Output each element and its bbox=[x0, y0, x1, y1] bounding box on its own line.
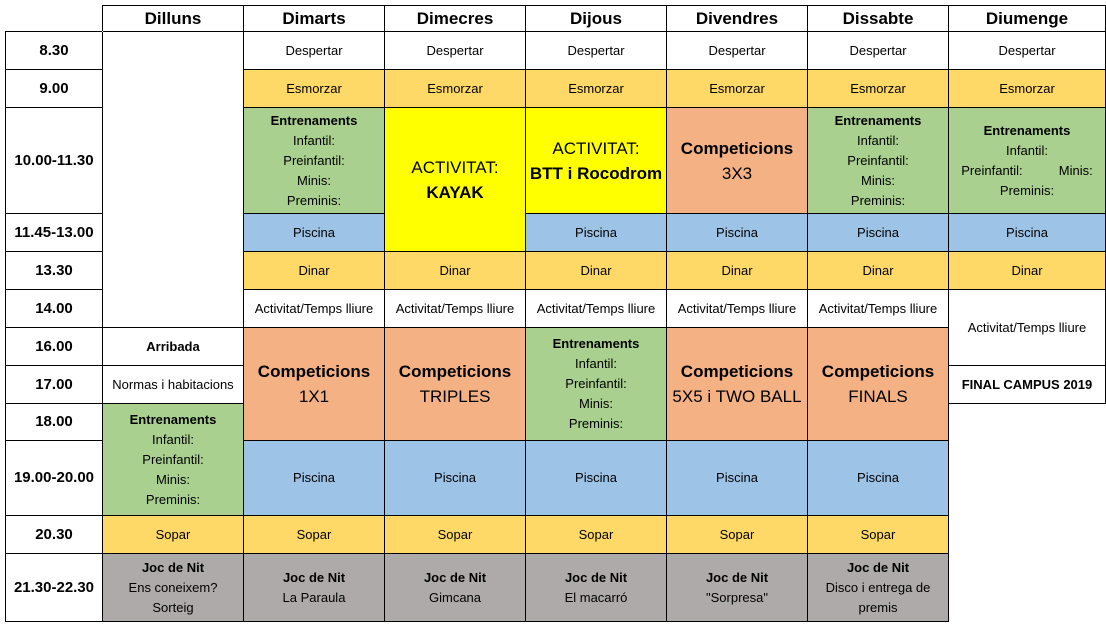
cell-text: Entrenaments bbox=[129, 411, 217, 427]
schedule-cell bbox=[103, 516, 244, 554]
schedule-cell bbox=[244, 252, 385, 290]
schedule-cell bbox=[667, 32, 808, 70]
cell-text: Activitat/Temps lliure bbox=[677, 300, 797, 316]
schedule-cell bbox=[244, 328, 385, 441]
time-label: 8.30 bbox=[6, 32, 103, 70]
schedule-cell bbox=[526, 328, 667, 441]
schedule-cell bbox=[385, 516, 526, 554]
schedule-cell bbox=[385, 554, 526, 622]
cell-text: El macarró bbox=[564, 589, 628, 605]
schedule-cell bbox=[526, 32, 667, 70]
schedule-cell bbox=[526, 252, 667, 290]
schedule-cell bbox=[808, 108, 949, 214]
time-label: 18.00 bbox=[6, 404, 103, 441]
cell-text: 5X5 i TWO BALL bbox=[672, 387, 802, 406]
schedule-cell bbox=[808, 252, 949, 290]
schedule-cell bbox=[667, 441, 808, 516]
cell-text: Despertar bbox=[849, 42, 907, 58]
schedule-cell bbox=[949, 214, 1106, 252]
cell-text: Despertar bbox=[998, 42, 1056, 58]
schedule-cell bbox=[949, 70, 1106, 108]
time-label: 20.30 bbox=[6, 516, 103, 554]
cell-text: Piscina bbox=[575, 224, 617, 240]
cell-text: Sopar bbox=[155, 526, 191, 542]
cell-text: Entrenaments bbox=[270, 112, 358, 128]
cell-text: Competicions bbox=[680, 362, 794, 381]
schedule-cell bbox=[103, 32, 244, 328]
schedule-cell bbox=[808, 290, 949, 328]
day-header-divendres: Divendres bbox=[667, 6, 808, 32]
time-label: 14.00 bbox=[6, 290, 103, 328]
cell-text: Sopar bbox=[860, 526, 896, 542]
schedule-cell bbox=[244, 554, 385, 622]
schedule-cell bbox=[667, 328, 808, 441]
cell-text: Esmorzar bbox=[709, 80, 765, 96]
cell-text: Piscina bbox=[293, 224, 335, 240]
schedule-cell bbox=[385, 108, 526, 252]
cell-text: Activitat/Temps lliure bbox=[967, 319, 1087, 335]
cell-text: FINALS bbox=[848, 387, 908, 406]
cell-text: Dinar bbox=[1011, 262, 1043, 278]
cell-text: Entrenaments bbox=[552, 336, 640, 351]
cell-text: TRIPLES bbox=[419, 387, 491, 406]
schedule-cell bbox=[949, 108, 1106, 214]
time-label: 10.00-11.30 bbox=[6, 108, 103, 214]
schedule-cell bbox=[808, 328, 949, 441]
cell-text: Disco i entrega de bbox=[825, 579, 931, 595]
schedule-cell bbox=[244, 70, 385, 108]
cell-text: Sopar bbox=[296, 526, 332, 542]
day-header-dimarts: Dimarts bbox=[244, 6, 385, 32]
schedule-cell bbox=[808, 441, 949, 516]
cell-text: Ens coneixem? bbox=[128, 579, 218, 595]
cell-text: Gimcana bbox=[428, 589, 482, 605]
time-label: 16.00 bbox=[6, 328, 103, 366]
cell-text: Infantil: bbox=[1006, 142, 1048, 158]
day-header-dijous: Dijous bbox=[526, 6, 667, 32]
cell-text: Despertar bbox=[285, 42, 343, 58]
schedule-cell bbox=[667, 108, 808, 214]
schedule-cell bbox=[385, 290, 526, 328]
schedule-cell bbox=[949, 252, 1106, 290]
cell-text: Dinar bbox=[439, 262, 471, 278]
time-label: 19.00-20.00 bbox=[6, 441, 103, 516]
schedule-cell bbox=[244, 290, 385, 328]
cell-text: Piscina bbox=[434, 470, 476, 485]
cell-text: FINAL CAMPUS 2019 bbox=[961, 376, 1093, 392]
schedule-cell bbox=[526, 290, 667, 328]
schedule-cell bbox=[385, 441, 526, 516]
cell-text: Activitat/Temps lliure bbox=[536, 300, 656, 316]
schedule-cell bbox=[244, 516, 385, 554]
cell-text: Infantil: bbox=[857, 132, 899, 148]
schedule-cell bbox=[526, 516, 667, 554]
cell-text: Preminis: bbox=[286, 192, 342, 208]
cell-text: ACTIVITAT: bbox=[552, 138, 640, 158]
schedule-cell bbox=[385, 252, 526, 290]
schedule-cell bbox=[667, 554, 808, 622]
cell-text: Piscina bbox=[293, 470, 335, 485]
cell-text: Dinar bbox=[721, 262, 753, 278]
cell-text: Minis: bbox=[579, 396, 613, 411]
schedule-cell bbox=[808, 32, 949, 70]
cell-text: Arribada bbox=[146, 338, 200, 354]
cell-text: Sopar bbox=[578, 526, 614, 542]
schedule-cell bbox=[385, 328, 526, 441]
schedule-cell bbox=[526, 108, 667, 214]
cell-text: Infantil: bbox=[152, 431, 194, 447]
cell-text: Sopar bbox=[437, 526, 473, 542]
schedule-cell bbox=[808, 214, 949, 252]
schedule-cell bbox=[244, 214, 385, 252]
schedule-cell bbox=[667, 214, 808, 252]
schedule-cell bbox=[949, 290, 1106, 366]
cell-text: Preminis: bbox=[850, 192, 906, 208]
cell-text: La Paraula bbox=[282, 589, 346, 605]
cell-text: KAYAK bbox=[426, 182, 484, 202]
schedule-cell bbox=[808, 516, 949, 554]
time-label: 11.45-13.00 bbox=[6, 214, 103, 252]
schedule-cell bbox=[949, 32, 1106, 70]
time-label: 17.00 bbox=[6, 366, 103, 404]
cell-text: Joc de Nit bbox=[846, 559, 910, 575]
cell-text: Despertar bbox=[567, 42, 625, 58]
time-label: 9.00 bbox=[6, 70, 103, 108]
cell-text: Preminis: bbox=[999, 182, 1055, 198]
cell-text: Competicions bbox=[398, 362, 512, 381]
cell-text: Despertar bbox=[426, 42, 484, 58]
cell-text: Competicions bbox=[680, 138, 794, 158]
schedule-cell bbox=[949, 366, 1106, 404]
day-header-diumenge: Diumenge bbox=[949, 6, 1106, 32]
cell-text: Dinar bbox=[862, 262, 894, 278]
schedule-cell bbox=[526, 441, 667, 516]
time-label: 21.30-22.30 bbox=[6, 554, 103, 622]
cell-text: Joc de Nit bbox=[705, 569, 769, 585]
cell-text: Infantil: bbox=[575, 356, 617, 371]
schedule-cell bbox=[103, 328, 244, 366]
cell-text: Joc de Nit bbox=[564, 569, 628, 585]
cell-text: Preinfantil: Minis: bbox=[961, 162, 1093, 178]
schedule-cell bbox=[103, 554, 244, 622]
cell-text: Piscina bbox=[1006, 224, 1048, 240]
cell-text: Despertar bbox=[708, 42, 766, 58]
cell-text: Preinfantil: bbox=[565, 376, 627, 391]
schedule-cell bbox=[385, 70, 526, 108]
cell-text: Piscina bbox=[575, 470, 617, 485]
cell-text: Normas i habitacions bbox=[112, 376, 234, 392]
schedule-cell bbox=[526, 70, 667, 108]
day-header-dimecres: Dimecres bbox=[385, 6, 526, 32]
cell-text: Competicions bbox=[257, 362, 371, 381]
schedule-cell bbox=[526, 214, 667, 252]
cell-text: Activitat/Temps lliure bbox=[254, 300, 374, 316]
cell-text: Activitat/Temps lliure bbox=[395, 300, 515, 316]
cell-text: Minis: bbox=[156, 471, 190, 487]
schedule-cell bbox=[103, 404, 244, 516]
cell-text: Sorteig bbox=[152, 599, 194, 615]
cell-text: Dinar bbox=[580, 262, 612, 278]
cell-text: Joc de Nit bbox=[141, 559, 205, 575]
schedule-cell bbox=[667, 290, 808, 328]
schedule-cell bbox=[244, 32, 385, 70]
cell-text: Joc de Nit bbox=[282, 569, 346, 585]
cell-text: Competicions bbox=[821, 362, 935, 381]
cell-text: premis bbox=[858, 599, 898, 615]
cell-text: Minis: bbox=[297, 172, 331, 188]
day-header-dilluns: Dilluns bbox=[103, 6, 244, 32]
cell-text: Preminis: bbox=[568, 416, 624, 431]
cell-text: 3X3 bbox=[721, 163, 753, 183]
schedule-cell bbox=[808, 554, 949, 622]
cell-text: Entrenaments bbox=[834, 112, 922, 128]
cell-text: Preminis: bbox=[145, 491, 201, 507]
cell-text: Minis: bbox=[861, 172, 895, 188]
cell-text: Piscina bbox=[716, 224, 758, 240]
schedule-cell bbox=[667, 252, 808, 290]
schedule-cell bbox=[244, 108, 385, 214]
cell-text: Preinfantil: bbox=[142, 451, 204, 467]
schedule-cell bbox=[667, 516, 808, 554]
schedule-cell bbox=[526, 554, 667, 622]
cell-text: Esmorzar bbox=[286, 80, 342, 96]
cell-text: Preinfantil: bbox=[847, 152, 909, 168]
cell-text: Dinar bbox=[298, 262, 330, 278]
cell-text: Entrenaments bbox=[983, 122, 1071, 138]
cell-text: 1X1 bbox=[298, 387, 330, 406]
schedule-cell bbox=[244, 441, 385, 516]
cell-text: "Sorpresa" bbox=[706, 589, 768, 605]
cell-text: Sopar bbox=[719, 526, 755, 542]
cell-text: ACTIVITAT: bbox=[411, 157, 499, 177]
day-header-dissabte: Dissabte bbox=[808, 6, 949, 32]
cell-text: BTT i Rocodrom bbox=[529, 163, 663, 183]
cell-text: Activitat/Temps lliure bbox=[818, 300, 938, 316]
cell-text: Esmorzar bbox=[850, 80, 906, 96]
cell-text: Piscina bbox=[857, 224, 899, 240]
schedule-cell bbox=[808, 70, 949, 108]
schedule-cell bbox=[103, 366, 244, 404]
time-label: 13.30 bbox=[6, 252, 103, 290]
cell-text: Joc de Nit bbox=[423, 569, 487, 585]
schedule-cell bbox=[667, 70, 808, 108]
cell-text: Piscina bbox=[857, 470, 899, 485]
schedule-cell bbox=[385, 32, 526, 70]
cell-text: Esmorzar bbox=[999, 80, 1055, 96]
cell-text: Infantil: bbox=[293, 132, 335, 148]
cell-text: Esmorzar bbox=[427, 80, 483, 96]
cell-text: Esmorzar bbox=[568, 80, 624, 96]
cell-text: Piscina bbox=[716, 470, 758, 485]
cell-text: Preinfantil: bbox=[283, 152, 345, 168]
